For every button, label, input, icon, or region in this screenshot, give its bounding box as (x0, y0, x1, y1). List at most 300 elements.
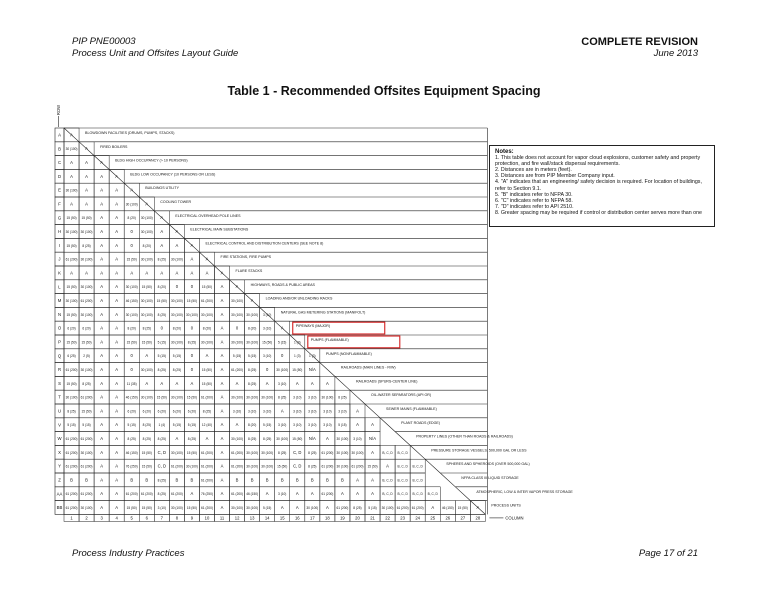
column-number: 6 (145, 515, 148, 521)
notes-box (489, 145, 715, 227)
cell-value: A (115, 463, 119, 469)
cell-value: 15 (50) (457, 506, 468, 510)
cell-value: 5 (15) (157, 354, 166, 359)
column-number: 5 (130, 515, 133, 521)
cell-value: A (295, 380, 299, 386)
equipment-label: RAILROADS (SPURS-CENTER LINE) (355, 379, 418, 384)
cell-value: 76 (250) (125, 464, 138, 469)
cell-value: 30 (100) (65, 395, 78, 400)
cell-value: 61 (200) (80, 492, 93, 497)
row-letter: C (57, 160, 62, 166)
cell-value: A (100, 284, 104, 290)
note-item: 4. "A" indicates that an engineering/ safety decision is required. For location of buildings, refer to Section 9.1. (495, 179, 702, 192)
cell-value: B (85, 477, 88, 483)
cell-value: 30 (100) (80, 285, 93, 290)
cell-value: 30 (100) (381, 506, 394, 510)
cell-value: 30 (100) (246, 340, 259, 345)
cell-value: A (100, 256, 104, 262)
row-letter: A (58, 132, 61, 138)
cell-value: 8 (25) (172, 368, 182, 372)
cell-value: A (115, 298, 119, 303)
cell-value: 8 (25) (278, 450, 287, 455)
cell-value: 3 (10) (293, 409, 302, 414)
cell-value: 46 (150) (441, 506, 454, 510)
cell-value: A (100, 367, 104, 372)
cell-value: B, C, D (412, 478, 423, 483)
cell-value: A (115, 408, 119, 414)
cell-value: A (145, 380, 149, 386)
cell-value: A (220, 353, 224, 359)
cell-value: A (175, 270, 179, 276)
cell-value: 46 (150) (125, 299, 138, 303)
column-number: 8 (175, 515, 179, 521)
cell-value: 6 (20) (172, 409, 182, 414)
cell-value: 8 (25) (67, 409, 76, 414)
column-number: 27 (460, 515, 466, 521)
cell-value: A (115, 477, 119, 483)
note-item: 3. Distances are from PIP Member Company input. (495, 173, 615, 180)
cell-value: A (280, 408, 284, 414)
cell-value: C, D (157, 463, 167, 469)
cell-value: 6 (20) (157, 409, 166, 414)
cell-value: A (175, 242, 179, 248)
equipment-label: BLDG HIGH OCCUPANCY (> 10 PERSONS) (115, 158, 188, 163)
cell-value: 5 (15) (67, 423, 76, 428)
equipment-label: FIRED BOILERS (100, 144, 128, 149)
cell-value: A (115, 367, 119, 372)
cell-value: 61 (200) (80, 437, 93, 441)
table-title: Table 1 - Recommended Offsites Equipment Spacing (227, 84, 541, 98)
cell-value: 76 (250) (201, 492, 213, 497)
column-number: 7 (160, 515, 163, 521)
equipment-label: FLARE STACKS (235, 269, 263, 273)
cell-value: 61 (200) (201, 450, 213, 455)
equipment-label: COOLING TOWER (160, 200, 192, 204)
cell-value: A (70, 201, 73, 207)
cell-value: 15 (50) (141, 506, 152, 510)
cell-value: N/A (308, 367, 316, 372)
cell-value: 8 (25) (142, 437, 151, 441)
cell-value: 15 (50) (126, 340, 137, 345)
cell-value: 3 (10) (278, 492, 287, 497)
cell-value: 0 (266, 367, 269, 372)
cell-value: 3 (10) (353, 437, 362, 441)
cell-value: A (100, 477, 104, 483)
cell-value: B (295, 477, 299, 483)
row-letter: I (58, 242, 61, 248)
cell-value: A (115, 394, 119, 400)
diagonal-edge (124, 183, 139, 197)
equipment-label: BLOWDOWN FACILITIES (DRUMS, PUMPS, STACKS) (85, 131, 175, 135)
column-number: 13 (249, 515, 255, 521)
cell-value: 15 (50) (126, 506, 137, 510)
cell-value: 3 (10) (293, 423, 302, 428)
row-letter: L (58, 284, 61, 290)
cell-value: 15 (50) (66, 381, 77, 386)
cell-value: A (220, 380, 224, 386)
cell-value: A (145, 353, 149, 359)
cell-value: B (235, 477, 239, 483)
cell-value: 15 (50) (262, 340, 273, 345)
row-letter: Y (58, 463, 61, 469)
cell-value: A (235, 422, 239, 428)
cell-value: A (100, 173, 104, 179)
cell-value: B (190, 477, 194, 483)
cell-value: 30 (100) (246, 395, 259, 400)
column-number: 16 (294, 515, 300, 521)
row-letter: E (58, 187, 61, 193)
cell-value: 30 (100) (336, 437, 349, 441)
cell-value: 30 (100) (336, 464, 349, 469)
page-number: Page 17 of 21 (638, 548, 698, 559)
cell-value: 3 (10) (308, 423, 317, 428)
cell-value: 30 (100) (261, 395, 274, 400)
cell-value: 0 (130, 242, 133, 248)
cell-value: A (356, 491, 359, 497)
equipment-label: PLANT ROADS (EDGE) (401, 420, 440, 425)
cell-value: 0 (130, 367, 133, 372)
cell-value: 15 (50) (126, 257, 137, 262)
cell-value: A (115, 215, 119, 221)
cell-value: 15 (50) (201, 381, 213, 386)
cell-value: A (325, 380, 329, 386)
cell-value: A (160, 270, 164, 276)
cell-value: A (100, 242, 104, 248)
cell-value: B (145, 477, 149, 483)
cell-value: A (100, 298, 104, 303)
diagonal-edge (64, 128, 79, 142)
cell-value: 61 (200) (65, 257, 78, 262)
diagonal-edge (365, 404, 380, 418)
row-letter: K (58, 270, 61, 276)
cell-value: 5 (15) (232, 354, 242, 359)
cell-value: B, C, D (397, 478, 408, 483)
cell-value: A (220, 325, 224, 331)
diagonal-edge (440, 473, 455, 487)
cell-value: B (325, 477, 329, 483)
column-number: 2 (85, 515, 88, 521)
row-letter: U (57, 408, 62, 414)
cell-value: A (100, 187, 104, 193)
cell-value: 8 (20) (172, 326, 182, 331)
cell-value: B, C, D (397, 492, 408, 497)
cell-value: 6 (20) (82, 326, 91, 331)
cell-value: A (220, 298, 224, 303)
cell-value: 8 (25) (247, 437, 257, 441)
cell-value: 8 (25) (82, 381, 91, 386)
cell-value: B, C, D (412, 464, 423, 469)
cell-value: A (100, 201, 104, 207)
diagonal-edge (290, 335, 305, 349)
cell-value: 8 (25) (202, 409, 212, 414)
cell-value: A (325, 505, 329, 510)
cell-value: 3 (10) (293, 395, 302, 400)
cell-value: 11 (35) (126, 381, 137, 386)
cell-value: 30 (100) (170, 312, 183, 317)
cell-value: A (70, 270, 73, 276)
cell-value: 8 (20) (202, 326, 212, 331)
cell-value: 30 (100) (261, 464, 274, 469)
cell-value: C, D (157, 449, 167, 455)
cell-value: 0 (190, 325, 194, 331)
cell-value: 15 (50) (277, 464, 288, 469)
cell-value: 30 (100) (65, 230, 78, 234)
cell-value: 30 (100) (65, 188, 78, 193)
cell-value: 1 (3) (293, 340, 301, 345)
cell-value: 8 (25) (157, 368, 166, 372)
diagonal-edge (455, 487, 470, 501)
cell-value: 61 (200) (201, 395, 213, 400)
cell-value: 15 (50) (66, 243, 77, 248)
cell-value: A (205, 353, 209, 359)
row-letter: G (57, 215, 62, 221)
cell-value: 15 (50) (156, 299, 167, 303)
cell-value: A (295, 491, 299, 497)
cell-value: A (100, 325, 104, 331)
column-number: 12 (234, 515, 240, 521)
cell-value: 3 (10) (247, 409, 257, 414)
cell-value: 61 (200) (170, 492, 183, 497)
cell-value: 61 (200) (80, 395, 93, 400)
diagonal-edge (410, 445, 425, 459)
cell-value: 30 (100) (321, 395, 334, 400)
cell-value: 6 (20) (67, 326, 76, 331)
cell-value: A (100, 353, 104, 359)
cell-value: A (145, 270, 149, 276)
cell-value: 5 (15) (82, 423, 91, 428)
cell-value: 15 (50) (367, 464, 378, 469)
column-number: 4 (115, 515, 118, 521)
cell-value: 3 (10) (323, 423, 332, 428)
cell-value: B, C, D (382, 492, 393, 497)
diagonal-edge (169, 225, 184, 239)
cell-value: A (265, 491, 269, 497)
cell-value: A (115, 201, 119, 207)
cell-value: B (250, 477, 254, 483)
row-letter: Q (57, 353, 62, 359)
cell-value: 30 (100) (140, 395, 153, 400)
cell-value: 5 (15) (263, 506, 272, 510)
cell-value: A (115, 270, 119, 276)
cell-value: 61 (200) (80, 464, 93, 469)
diagonal-edge (260, 307, 275, 321)
cell-value: B, C, D (412, 492, 423, 497)
row-letter: AA (56, 491, 63, 497)
cell-value: 15 (50) (66, 312, 77, 317)
note-item: 1. This table does not account for vapor cloud explosions, customer safety and property protection, and fire wall/stack dispersal requirements. (495, 155, 701, 168)
diagonal-edge (245, 294, 260, 308)
diagonal-edge (79, 142, 94, 156)
cell-value: A (100, 422, 104, 428)
cell-value: 30 (100) (306, 506, 319, 510)
cell-value: 61 (200) (201, 506, 213, 510)
cell-value: A (115, 325, 119, 331)
equipment-label: ELECTRICAL OVERHEAD POLE LINES (175, 213, 241, 218)
equipment-label: ELECTRICAL CONTROL AND DISTRIBUTION CENTERS (SEE NOTE 8) (205, 241, 324, 246)
cell-value: 8 (25) (127, 437, 136, 441)
row-axis-label: ROW (56, 104, 61, 116)
row-letter: F (58, 201, 61, 207)
equipment-label: RAILROADS (MAIN LINES - R/W) (340, 365, 396, 370)
cell-value: 61 (200) (411, 506, 424, 510)
cell-value: A (100, 449, 104, 455)
cell-value: 46 (150) (125, 450, 138, 455)
cell-value: 15 (50) (186, 450, 197, 455)
cell-value: A (85, 201, 88, 207)
cell-value: 2 (5) (83, 354, 90, 359)
cell-value: 61 (200) (321, 492, 334, 497)
cell-value: 30 (100) (336, 450, 349, 455)
cell-value: A (100, 380, 104, 386)
note-item: 8. Greater spacing may be required if control or distribution center serves more than one (495, 209, 702, 216)
cell-value: A (130, 270, 134, 276)
cell-value: A (220, 408, 224, 414)
cell-value: A (190, 270, 194, 276)
cell-value: 8 (25) (157, 492, 166, 497)
cell-value: 8 (25) (247, 368, 257, 372)
cell-value: 46 (150) (125, 395, 138, 400)
cell-value: 30 (100) (201, 340, 213, 345)
cell-value: 8 (25) (142, 326, 151, 331)
cell-value: 15 (50) (141, 340, 152, 345)
cell-value: A (100, 394, 104, 400)
cell-value: 15 (50) (292, 437, 303, 441)
cell-value: A (341, 491, 344, 497)
cell-value: 61 (200) (65, 492, 78, 497)
cell-value: 15 (50) (141, 285, 152, 290)
column-number: 19 (340, 515, 345, 521)
cell-value: A (115, 436, 119, 441)
equipment-label: PRESSURE STORAGE VESSELS, 500,000 GAL OR LESS (431, 448, 527, 453)
cell-value: 61 (200) (65, 506, 78, 510)
cell-value: 0 (130, 353, 133, 359)
cell-value: 5 (15) (127, 423, 136, 428)
row-letter: D (57, 173, 62, 179)
column-number: 17 (309, 515, 315, 521)
equipment-label: NFPA CLASS III LIQUID STORAGE (461, 476, 519, 480)
cell-value: B, C, D (382, 450, 393, 455)
cell-value: 8 (20) (127, 216, 136, 221)
row-letter: O (57, 325, 62, 331)
column-number: 22 (385, 515, 390, 521)
cell-value: 61 (200) (231, 492, 244, 497)
cell-value: 8 (25) (308, 464, 317, 469)
cell-value: 30 (100) (170, 506, 183, 510)
row-letter: T (58, 394, 61, 400)
column-axis-label: COLUMN (505, 515, 524, 521)
cell-value: A (100, 270, 104, 276)
column-number: 20 (355, 515, 360, 521)
cell-value: 8 (20) (247, 326, 257, 331)
diagonal-edge (350, 390, 365, 404)
column-number: 15 (279, 515, 285, 521)
diagonal-edge (425, 459, 440, 473)
cell-value: 30 (100) (140, 257, 153, 262)
document-id: PIP PNE00003 (72, 36, 136, 47)
cell-value: 30 (100) (231, 340, 244, 345)
cell-value: B (265, 477, 269, 483)
cell-value: 3 (10) (278, 381, 287, 386)
cell-value: 8 (25) (278, 395, 287, 400)
cell-value: A (100, 215, 104, 221)
cell-value: A (220, 491, 224, 497)
row-letter: B (58, 146, 61, 152)
cell-value: 3 (10) (263, 326, 272, 331)
cell-value: 30 (100) (80, 230, 93, 234)
column-number: 3 (100, 515, 103, 521)
row-letter: J (58, 256, 61, 262)
cell-value: 30 (100) (125, 312, 138, 317)
diagonal-edge (335, 376, 350, 390)
cell-value: 30 (100) (125, 202, 138, 207)
cell-value: 3 (10) (308, 395, 317, 400)
cell-value: 30 (100) (170, 340, 183, 345)
cell-value: A (190, 491, 194, 497)
cell-value: 8 (25) (308, 450, 317, 455)
cell-value: A (115, 311, 119, 317)
cell-value: A (115, 242, 119, 248)
cell-value: 15 (50) (66, 340, 77, 345)
cell-value: A (85, 187, 88, 193)
cell-value: A (205, 270, 209, 276)
cell-value: 30 (100) (246, 312, 259, 317)
cell-value: 61 (200) (321, 464, 334, 469)
column-number: 1 (70, 515, 73, 521)
cell-value: A (371, 491, 374, 497)
cell-value: 30 (100) (140, 312, 153, 317)
cell-value: A (371, 449, 374, 455)
cell-value: A (160, 242, 164, 248)
cell-value: 8 (25) (247, 381, 257, 386)
cell-value: 15 (50) (156, 395, 167, 400)
cell-value: 8 (25) (157, 437, 166, 441)
cell-value: 5 (15) (368, 506, 377, 510)
cell-value: A (100, 463, 104, 469)
cell-value: 30 (100) (125, 285, 138, 290)
cell-value: 1 (3) (309, 354, 316, 359)
cell-value: 5 (15) (157, 340, 166, 345)
cell-value: C, D (293, 449, 302, 455)
row-letter: R (57, 367, 62, 373)
cell-value: 61 (200) (170, 464, 183, 469)
cell-value: 30 (100) (261, 450, 274, 455)
cell-value: A (220, 367, 224, 372)
cell-value: A (220, 311, 224, 317)
note-item: 2. Distances are in meters (feet). (495, 167, 572, 174)
diagonal-edge (380, 418, 395, 432)
cell-value: 30 (100) (276, 437, 289, 441)
cell-value: 30 (100) (231, 312, 244, 317)
cell-value: A (325, 436, 329, 441)
cell-value: 6 (25) (67, 354, 76, 359)
revision-label: COMPLETE REVISION (581, 36, 698, 48)
cell-value: 12 (40) (201, 423, 213, 428)
equipment-label: PUMPS (NONFLAMMABLE) (325, 351, 372, 356)
cell-value: 61 (200) (201, 464, 213, 469)
cell-value: A (115, 284, 119, 290)
cell-value: 3 (10) (157, 506, 166, 510)
equipment-label: FIRE STATIONS, FIRE PUMPS (220, 255, 272, 260)
cell-value: C, D (293, 463, 302, 469)
cell-value: 15 (50) (141, 464, 152, 469)
cell-value: 30 (100) (170, 395, 183, 400)
column-number: 26 (445, 515, 451, 521)
cell-value: A (70, 173, 73, 179)
row-letter: V (58, 422, 61, 428)
cell-value: 30 (100) (140, 368, 153, 372)
cell-value: B, C, D (397, 464, 408, 469)
diagonal-edge (470, 501, 485, 515)
